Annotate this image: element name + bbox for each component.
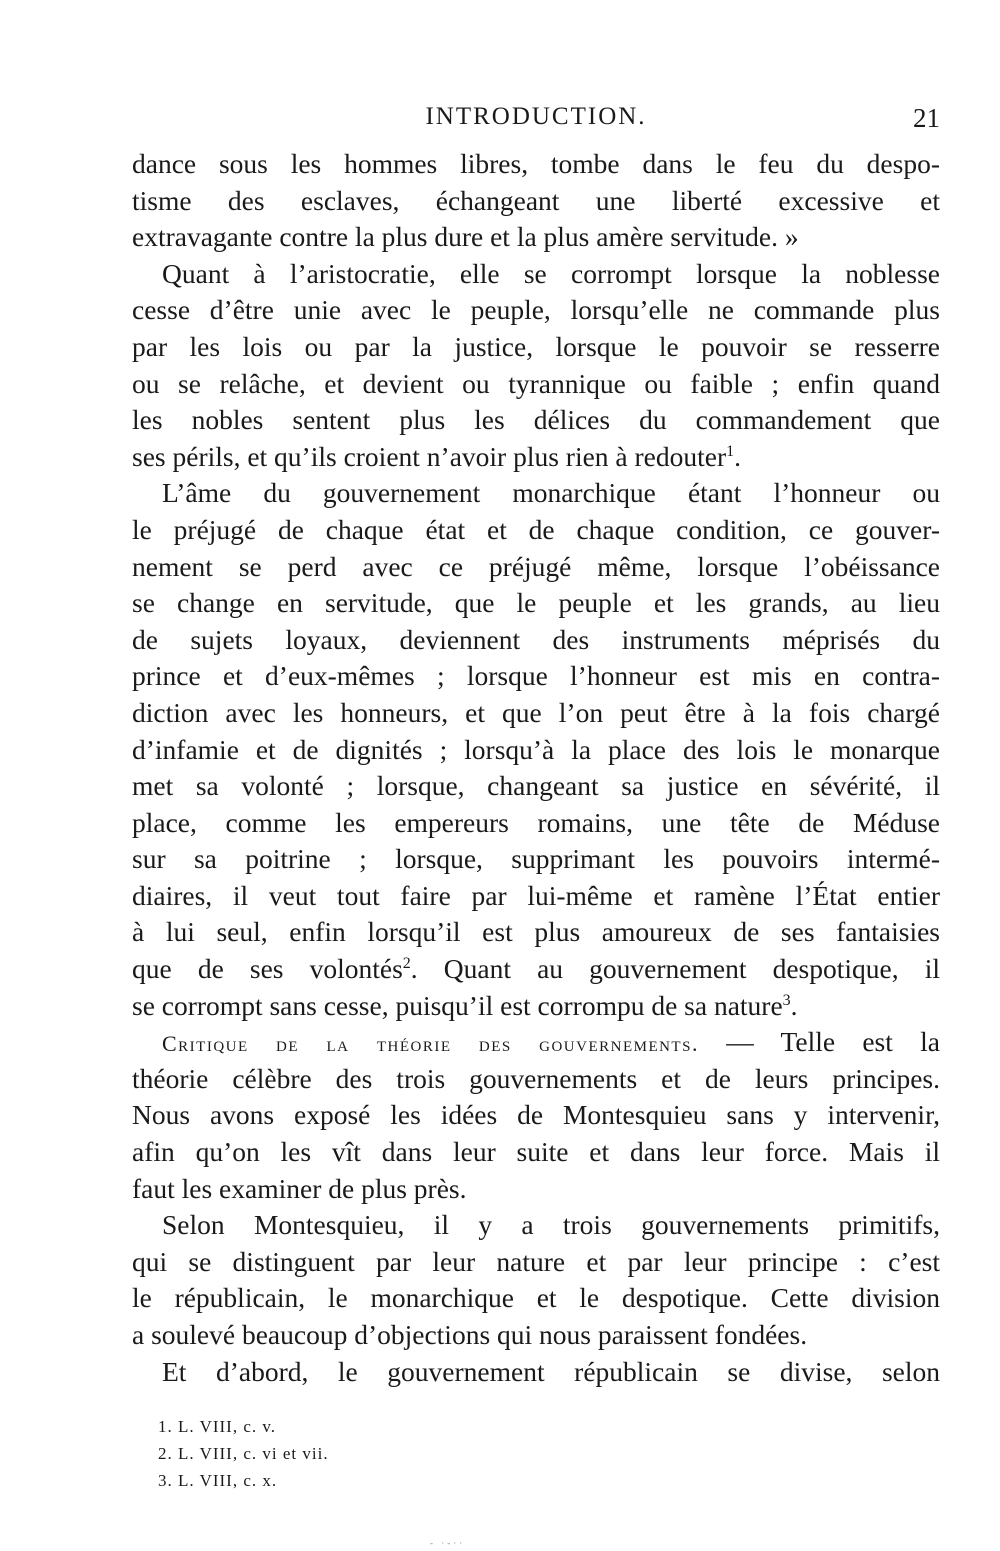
line-text: faut les examiner de plus près. (132, 1172, 467, 1204)
line-text: le républicain, le monarchique et le despotique. Cette division (132, 1282, 940, 1314)
line-text: Selon Montesquieu, il y a trois gouvernements primitifs, (162, 1209, 940, 1241)
text-line (132, 1207, 940, 1244)
text-line (132, 146, 940, 183)
text-line (132, 914, 940, 951)
text-line (132, 585, 940, 622)
text-line (132, 988, 940, 1025)
text-line (132, 256, 940, 293)
footnote: 1. L. VIII, c. v. (158, 1417, 277, 1436)
line-text: Et d’abord, le gouvernement républicain se divise, selon (162, 1355, 940, 1387)
text-line (132, 292, 940, 329)
line-text: théorie célèbre des trois gouvernements et de leurs principes. (132, 1062, 940, 1094)
text-line (132, 1024, 940, 1061)
line-text-after: — Telle est la (698, 1026, 940, 1058)
text-line (132, 402, 940, 439)
text-line (132, 439, 940, 476)
line-text-after: . (790, 989, 798, 1021)
text-line (132, 732, 940, 769)
text-line (132, 1097, 940, 1134)
line-text: ses périls, et qu’ils croient n’avoir plus rien à redouter (132, 440, 727, 472)
line-text: tisme des esclaves, échangeant une liberté excessive et (132, 184, 940, 216)
line-text: diaires, il veut tout faire par lui-même et ramène l’État entier (132, 879, 940, 911)
text-line (132, 1317, 940, 1354)
text-line (132, 183, 940, 220)
running-header (132, 103, 940, 135)
footnote-ref: 3 (782, 991, 791, 1009)
text-line (132, 951, 940, 988)
text-line (132, 1244, 940, 1281)
line-text: se change en servitude, que le peuple et les grands, au lieu (132, 587, 940, 619)
line-text: Quant à l’aristocratie, elle se corrompt lorsque la noblesse (162, 257, 940, 289)
text-line (132, 366, 940, 403)
text-line (132, 841, 940, 878)
footnotes (158, 1413, 329, 1494)
body-text (132, 146, 940, 1390)
line-text: se corrompt sans cesse, puisqu’il est corrompu de sa nature (132, 989, 783, 1021)
footnote-ref: 2 (402, 954, 411, 972)
line-text: place, comme les empereurs romains, une tête de Méduse (132, 806, 940, 838)
footnote: 2. L. VIII, c. vi et vii. (158, 1444, 329, 1463)
text-line (132, 805, 940, 842)
line-text-after: . (734, 440, 741, 472)
line-text: L’âme du gouvernement monarchique étant l’honneur ou (162, 477, 940, 509)
text-line (132, 878, 940, 915)
page-number: 21 (913, 103, 940, 133)
footnote: 3. L. VIII, c. x. (158, 1471, 278, 1490)
text-line (132, 1280, 940, 1317)
text-line (132, 622, 940, 659)
signature-mark: - ·-·· (430, 1538, 466, 1548)
line-text: cesse d’être unie avec le peuple, lorsqu’elle ne commande plus (132, 294, 940, 326)
line-text: à lui seul, enfin lorsqu’il est plus amoureux de ses fantaisies (132, 916, 940, 948)
text-line (132, 1134, 940, 1171)
text-line (132, 512, 940, 549)
line-text: prince et d’eux-mêmes ; lorsque l’honneur est mis en contra- (132, 660, 940, 692)
line-text: de sujets loyaux, deviennent des instruments méprisés du (132, 623, 940, 655)
line-text: met sa volonté ; lorsque, changeant sa justice en sévérité, il (132, 770, 940, 802)
text-line (132, 219, 940, 256)
line-text: par les lois ou par la justice, lorsque le pouvoir se resserre (132, 330, 940, 362)
footnote-ref: 1 (726, 442, 735, 460)
line-text: ou se relâche, et devient ou tyrannique ou faible ; enfin quand (132, 367, 940, 399)
text-line (132, 329, 940, 366)
line-text: sur sa poitrine ; lorsque, supprimant les pouvoirs intermé- (132, 843, 940, 875)
text-line (132, 1354, 940, 1391)
line-text: nement se perd avec ce préjugé même, lorsque l’obéissance (132, 550, 940, 582)
line-text: extravagante contre la plus dure et la plus amère servitude. » (132, 221, 799, 253)
line-text: d’infamie et de dignités ; lorsqu’à la place des lois le monarque (132, 733, 940, 765)
running-title: INTRODUCTION. (425, 103, 647, 130)
line-text: diction avec les honneurs, et que l’on peut être à la fois chargé (132, 696, 940, 728)
text-line (132, 658, 940, 695)
text-line (132, 1061, 940, 1098)
line-text: a soulevé beaucoup d’objections qui nous paraissent fondées. (132, 1319, 808, 1350)
line-text: qui se distinguent par leur nature et par leur principe : c’est (132, 1245, 940, 1277)
line-text: le préjugé de chaque état et de chaque condition, ce gouver- (132, 513, 940, 545)
line-text: les nobles sentent plus les délices du commandement que (132, 404, 940, 436)
line-text: dance sous les hommes libres, tombe dans le feu du despo- (132, 148, 940, 179)
line-text: Nous avons exposé les idées de Montesquieu sans y intervenir, (132, 1099, 940, 1131)
text-line (132, 768, 940, 805)
text-line (132, 549, 940, 586)
line-text: afin qu’on les vît dans leur suite et dans leur force. Mais il (132, 1136, 940, 1168)
line-text-after: . Quant au gouvernement despotique, il (410, 953, 940, 985)
text-line (132, 1171, 940, 1208)
text-line (132, 695, 940, 732)
text-line (132, 475, 940, 512)
section-heading: Critique de la théorie des gouvernements. (162, 1031, 699, 1057)
line-text: que de ses volontés (132, 953, 403, 985)
